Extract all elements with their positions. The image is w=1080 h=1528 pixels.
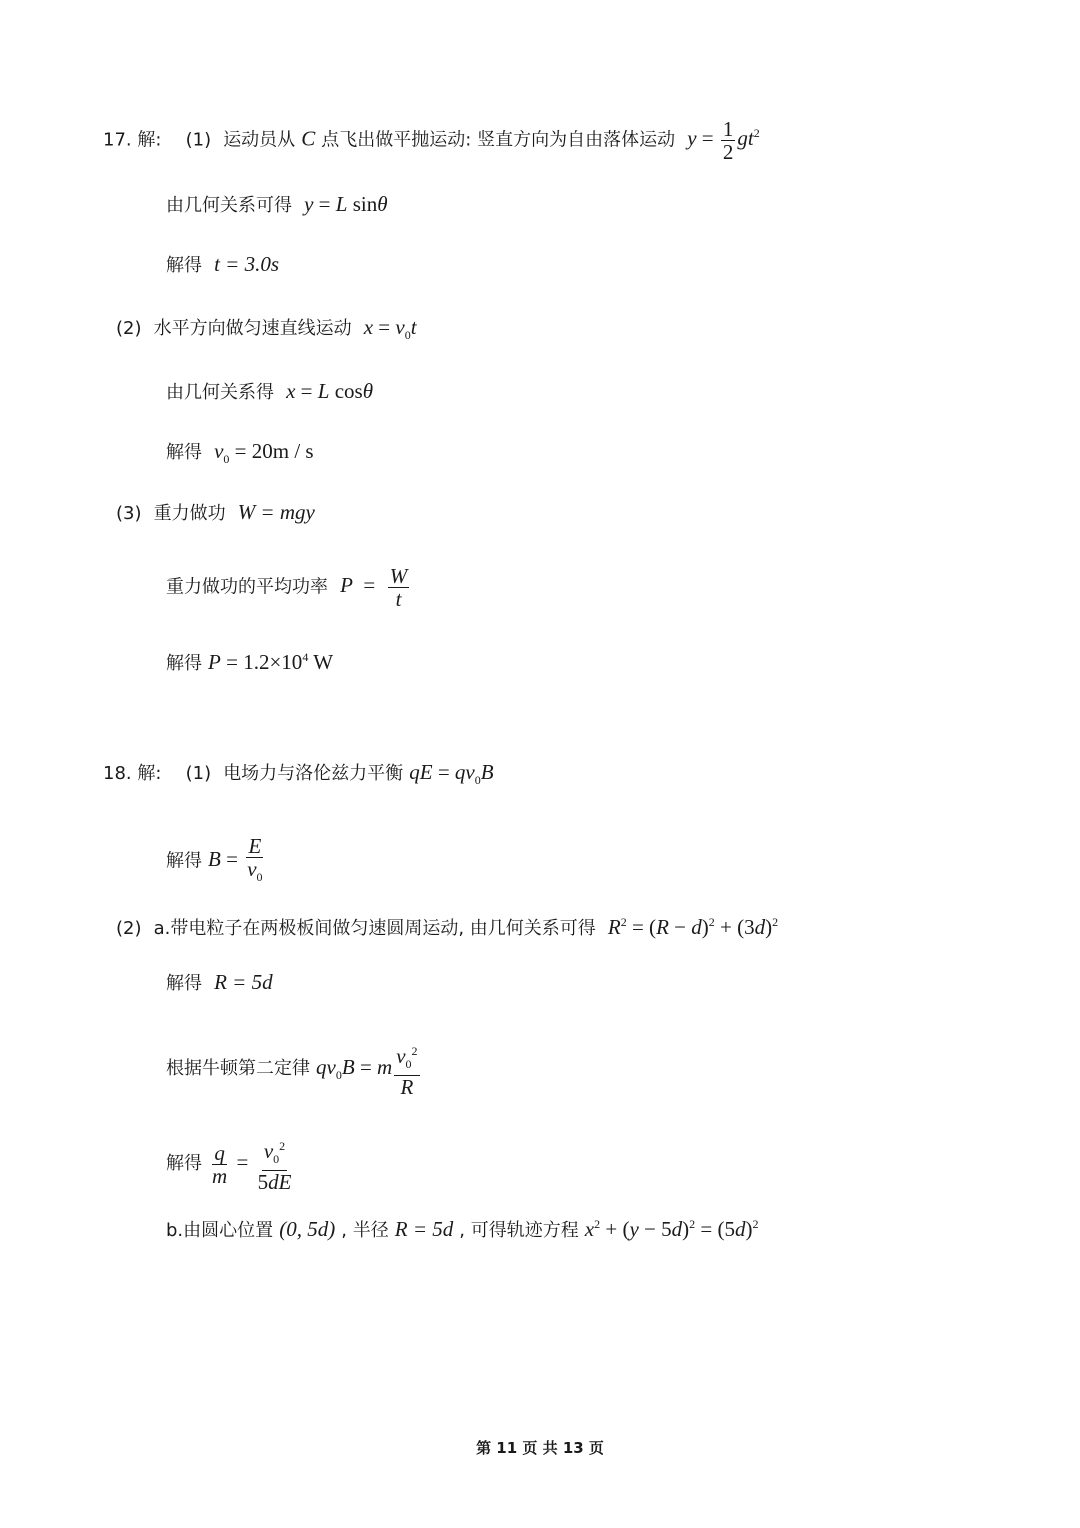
q18-part1-label: (1) <box>185 763 212 784</box>
q17-solve-P-line <box>166 645 333 676</box>
q18-part2a-line <box>116 910 778 941</box>
q18-part1-line <box>103 760 494 792</box>
t-value: t = 3.0s <box>214 252 280 276</box>
q18-solve-R-line <box>166 970 273 996</box>
q18-number: 18. 解: <box>103 763 162 784</box>
q17-geom2-line <box>166 379 373 405</box>
qm-formula: $\frac{q}{m}$ = $\frac{v_0^2}{5dE}$ <box>208 1150 295 1174</box>
q18-part2b-line <box>166 1212 758 1243</box>
solve-text: 解得 <box>166 255 202 276</box>
geometry-formula: $R^2 = (R - d)^2 + (3d)^2$ <box>607 915 779 939</box>
y-sin-formula: y = L sinθ <box>304 192 388 216</box>
q17-part2-line <box>116 315 417 347</box>
q18-solve-B-line <box>166 835 267 888</box>
q17-part3-line <box>116 500 315 526</box>
v0-value: = 20m / s <box>234 439 314 463</box>
trajectory-formula: $x^2 + (y - 5d)^2 = (5d)^2$ <box>584 1217 759 1241</box>
solve-text: 解得 <box>166 1152 202 1174</box>
v0-formula: $v_0 = 20m / s$ <box>214 439 314 467</box>
work-formula: W = mgy <box>237 500 315 524</box>
q17-power-line <box>166 565 411 610</box>
freefall-formula: y = $\frac{1}{2}$ $gt^2$ <box>687 117 760 164</box>
power-text: 重力做功的平均功率 <box>166 576 328 598</box>
q17-part1-label: (1) <box>185 129 212 151</box>
page-footer: 第 11 页 共 13 页 <box>476 1439 604 1457</box>
newton-formula: $qv_0B = m$ $\frac{v_0^2}{R}$ <box>316 1055 422 1079</box>
b-radius: R = 5d <box>394 1217 454 1241</box>
power-formula: P = $\frac{W}{t}$ <box>340 564 408 611</box>
q17-part2-text: 水平方向做匀速直线运动 <box>153 318 352 339</box>
q17-part1-line <box>103 118 760 163</box>
x-v0t-formula: $x = v_0t$ <box>363 315 417 343</box>
var-C: C <box>301 126 316 151</box>
B-formula: B = $\frac{E}{v_0}$ <box>208 834 263 885</box>
q17-number: 17. 解: <box>103 129 162 151</box>
P-unit: W <box>313 650 334 674</box>
q17-part3-text: 重力做功 <box>153 503 226 524</box>
P-exponent: 4 <box>302 650 309 664</box>
geom-text: 由几何关系可得 <box>166 195 292 216</box>
newton-text: 根据牛顿第二定律 <box>166 1057 310 1079</box>
b-center: (0, 5d) <box>279 1217 336 1241</box>
q17-part1-text1: 运动员从 <box>223 129 296 151</box>
q18-part2-label: (2) <box>116 918 142 939</box>
q18-part2a-text: a.带电粒子在两极板间做匀速圆周运动, 由几何关系可得 <box>153 918 596 939</box>
b-text3: , 可得轨迹方程 <box>459 1220 579 1241</box>
solve-text: 解得 <box>166 653 202 674</box>
solve-text: 解得 <box>166 973 202 994</box>
x-cos-formula: x = L cosθ <box>286 379 374 403</box>
solve-text: 解得 <box>166 850 202 872</box>
P-formula: $P = 1.2\times 10^4$ W <box>208 650 334 674</box>
q17-part3-label: (3) <box>116 503 142 524</box>
q18-newton-line <box>166 1040 422 1098</box>
P-value: = 1.2×10 <box>226 650 303 674</box>
q17-part1-text2: 点飞出做平抛运动: 竖直方向为自由落体运动 <box>321 129 676 151</box>
b-text2: , 半径 <box>341 1220 389 1241</box>
geom-text2: 由几何关系得 <box>166 382 274 403</box>
R-value: R = 5d <box>214 970 273 994</box>
q17-geom-line <box>166 192 388 218</box>
b-text1: b.由圆心位置 <box>166 1220 274 1241</box>
q18-part1-text: 电场力与洛伦兹力平衡 <box>223 763 404 784</box>
q17-solve-t-line <box>166 252 279 278</box>
q17-solve-v0-line <box>166 439 314 471</box>
q18-solve-qm-line <box>166 1135 295 1193</box>
force-balance-formula: qE = $qv_0B$ <box>409 760 494 788</box>
q17-part2-label: (2) <box>116 318 142 339</box>
solve-text: 解得 <box>166 442 202 463</box>
